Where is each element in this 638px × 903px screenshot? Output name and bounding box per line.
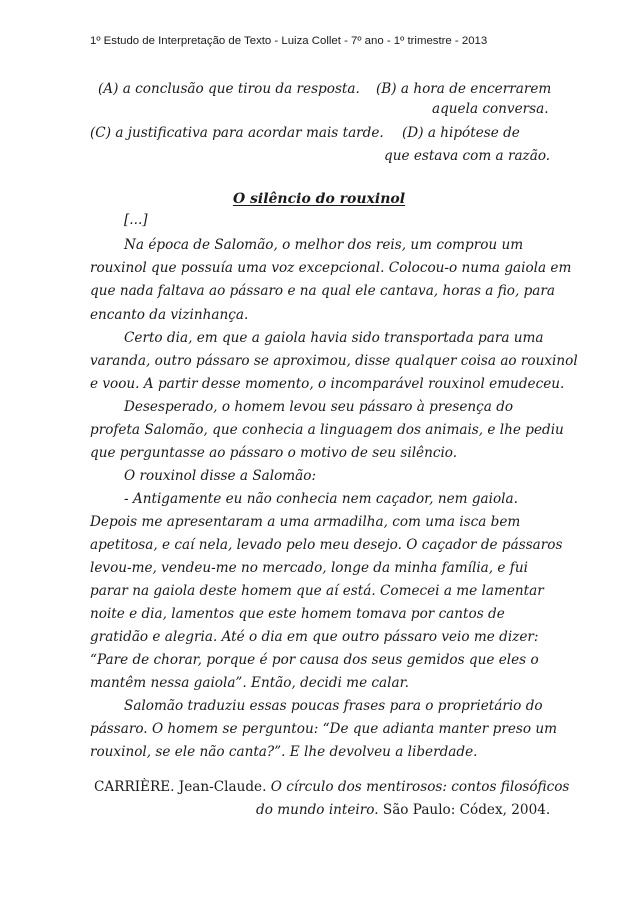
option-d-line1: (D) a hipótese de [402, 125, 520, 141]
body-line: parar na gaiola deste homem que aí está. Comecei a me lamentar [90, 583, 544, 599]
body-line: mantêm nessa gaiola”. Então, decidi me calar. [90, 675, 409, 691]
body-line: “Pare de chorar, porque é por causa dos seus gemidos que eles o [90, 652, 539, 668]
option-b-line1: (B) a hora de encerrarem [376, 81, 552, 97]
body-line: rouxinol, se ele não canta?”. E lhe devolveu a liberdade. [90, 744, 478, 760]
citation-line1 [94, 777, 569, 797]
body-line: que perguntasse ao pássaro o motivo de seu silêncio. [90, 445, 458, 461]
body-line: O rouxinol disse a Salomão: [124, 468, 317, 484]
option-a: (A) a conclusão que tirou da resposta. [98, 81, 360, 97]
option-c: (C) a justificativa para acordar mais tarde. [90, 125, 384, 141]
body-line: profeta Salomão, que conhecia a linguagem dos animais, e lhe pediu [90, 422, 564, 438]
body-line: Certo dia, em que a gaiola havia sido transportada para uma [124, 330, 544, 346]
body-line: varanda, outro pássaro se aproximou, disse qualquer coisa ao rouxinol [90, 353, 578, 369]
option-b-line2: aquela conversa. [432, 101, 549, 117]
body-line: gratidão e alegria. Até o dia em que outro pássaro veio me dizer: [90, 629, 539, 645]
body-line: Desesperado, o homem levou seu pássaro à presença do [124, 399, 514, 415]
option-d-line2: que estava com a razão. [384, 148, 551, 164]
body-line: [...] [124, 212, 148, 228]
citation-line2 [256, 800, 550, 820]
citation-publisher: São Paulo: Códex, 2004. [382, 802, 551, 818]
body-line: que nada faltava ao pássaro e na qual ele cantava, horas a fio, para [90, 283, 556, 299]
story-title: O silêncio do rouxinol [232, 191, 406, 207]
body-line: levou-me, vendeu-me no mercado, longe da minha família, e fui [90, 560, 528, 576]
body-line: rouxinol que possuía uma voz excepcional. Colocou-o numa gaiola em [90, 260, 572, 276]
body-line: Na época de Salomão, o melhor dos reis, um comprou um [124, 237, 524, 253]
body-line: encanto da vizinhança. [90, 307, 249, 323]
body-line: Salomão traduziu essas poucas frases para o proprietário do [124, 698, 543, 714]
citation-author: CARRIÈRE. Jean-Claude. [94, 779, 267, 795]
body-line: e voou. A partir desse momento, o incomparável rouxinol emudeceu. [90, 376, 565, 392]
page-header: 1º Estudo de Interpretação de Texto - Luiza Collet - 7º ano - 1º trimestre - 2013 [90, 35, 488, 47]
citation-work-title-cont: do mundo inteiro. [256, 802, 379, 818]
body-line: pássaro. O homem se perguntou: “De que adianta manter preso um [90, 721, 557, 737]
citation-work-title: O círculo dos mentirosos: contos filosóficos [270, 779, 570, 795]
body-line: - Antigamente eu não conhecia nem caçador, nem gaiola. [124, 491, 518, 507]
body-line: noite e dia, lamentos que este homem tomava por cantos de [90, 606, 505, 622]
body-line: apetitosa, e caí nela, levado pelo meu desejo. O caçador de pássaros [90, 537, 563, 553]
body-line: Depois me apresentaram a uma armadilha, com uma isca bem [90, 514, 521, 530]
